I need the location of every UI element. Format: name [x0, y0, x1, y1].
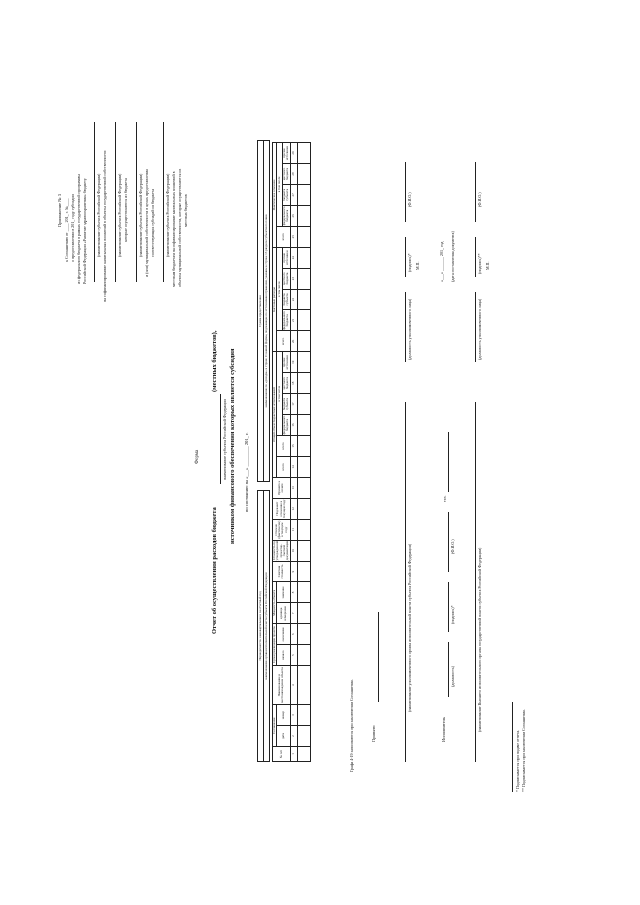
appendix-line-13: (наименование субъекта Российской Федерации)	[165, 173, 170, 257]
sign1-name-line	[405, 162, 406, 222]
table-cell[interactable]	[297, 582, 310, 603]
executor-label: Исполнитель	[441, 716, 446, 742]
header-to-master: Подлежит освоению в текущем году	[273, 498, 291, 519]
report-title-line-2: источником финансового обеспечения которых является субсидия	[229, 348, 236, 544]
column-number: 23	[290, 268, 297, 289]
table-cell[interactable]	[297, 310, 310, 331]
column-number-row	[290, 143, 297, 762]
sign2-pos-line	[475, 292, 476, 362]
table-cell[interactable]	[297, 477, 310, 498]
exec-name-line	[448, 512, 449, 572]
table-cell[interactable]	[297, 331, 310, 352]
header-object: Наименование и местонахождение объекта	[273, 666, 291, 705]
sub-alloc-including: в том числе	[277, 352, 283, 436]
column-number: 8	[290, 582, 297, 603]
appendix-line-7: на софинансирование капитальных вложений в объекты государственной собственности	[102, 150, 107, 302]
header-allocations: Общий объем бюджетных ассигнований	[273, 352, 277, 478]
header-accepted: Принято к оплате	[273, 477, 291, 498]
table-cell[interactable]	[297, 519, 310, 540]
column-number: 13	[290, 477, 297, 498]
sub-end: окончание	[277, 624, 290, 645]
header-capacity: Мощность объекта	[273, 582, 277, 624]
table-cell[interactable]	[297, 603, 310, 624]
table-cell[interactable]	[297, 226, 310, 247]
footer-note: Графа 4-19 заполняются при заключении Соглашения.	[349, 679, 354, 772]
column-number: 6	[290, 624, 297, 645]
appendix-line-8: (наименование субъекта Российской Федерации)	[117, 173, 122, 257]
table-cell[interactable]	[297, 247, 310, 268]
sub-actual-oth: прочие источники	[283, 143, 291, 164]
column-number: 16	[290, 415, 297, 436]
sign2-org: (наименование Высшего исполнительного органа государственной власти субъекта Российской Федерации)	[477, 547, 482, 732]
footnote-2: ** Подписывается при заключении Соглашения.	[521, 709, 526, 792]
table-cell[interactable]	[297, 498, 310, 519]
appendix-underline-3	[136, 122, 137, 282]
table-row	[297, 143, 310, 762]
report-title-suffix: (местных бюджетов),	[211, 330, 218, 392]
sub-date: дата	[277, 726, 290, 747]
table-cell[interactable]	[297, 415, 310, 436]
report-title-line-1: Отчет об осуществлении расходов бюджета	[211, 507, 218, 634]
column-number: 2	[290, 726, 297, 747]
appendix-line-9: которые осуществляются из бюджета	[123, 178, 128, 242]
appendix-line-2: к Соглашению от ____ 201_ г. №____	[64, 198, 69, 262]
sub-alloc-reg: бюджета субъекта	[283, 394, 291, 415]
accepted-line	[378, 612, 379, 702]
column-number: 4	[290, 666, 297, 705]
appendix-underline-2	[115, 122, 116, 282]
table-cell[interactable]	[297, 184, 310, 205]
appendix-line-10: (наименование субъекта Российской Федерации)	[138, 173, 143, 257]
sign1-sig: (подпись)*	[407, 253, 412, 272]
column-number: 14	[290, 456, 297, 477]
date-hint: (дата составления документа)	[450, 231, 455, 282]
sign2-sig: (подпись)**	[477, 253, 482, 274]
column-number: 1	[290, 747, 297, 762]
table-cell[interactable]	[297, 624, 310, 645]
column-number: 11	[290, 519, 297, 540]
appendix-line-14: местным бюджетам на софинансирование капитальных вложений в	[171, 171, 176, 287]
appendix-underline-4	[163, 122, 164, 282]
exec-pos-line	[448, 642, 449, 697]
table-cell[interactable]	[297, 268, 310, 289]
header-mastered: Освоено (фактически) в текущем году	[273, 519, 291, 540]
appendix-line-11: и (или) муниципальной собственности в целях предоставления	[144, 169, 149, 277]
header-agreement: Соглашение	[273, 705, 277, 747]
column-number: 10	[290, 540, 297, 561]
appendix-line-4: из федерального бюджета в рамках государственной программы	[76, 174, 81, 284]
sub-unit: единица измерения	[277, 603, 290, 624]
column-number: 21	[290, 310, 297, 331]
table-cell[interactable]	[297, 164, 310, 185]
sign1-name: (Ф.И.О.)	[407, 192, 412, 207]
header-actual: Фактическое освоение	[273, 143, 277, 248]
report-date: по состоянию на «___» _________ 201_ г.	[244, 432, 249, 512]
table-cell[interactable]	[297, 747, 310, 762]
sign1-sig-line	[405, 237, 406, 277]
sub-alloc-total-2: всего	[277, 436, 290, 457]
sub-actual-fed: федерального бюджета	[282, 206, 290, 226]
table-cell[interactable]	[297, 540, 310, 561]
date-compiled: «___» _______ 201_ год	[439, 241, 444, 282]
footnote-separator	[512, 702, 513, 792]
sign2-name-line	[475, 162, 476, 222]
exec-name: (Ф.И.О.)	[450, 539, 455, 554]
sign2-sig-line	[475, 237, 476, 277]
table-cell[interactable]	[297, 436, 310, 457]
exec-tel-line	[448, 432, 449, 492]
sign2-org-line	[475, 402, 476, 762]
title-underline	[220, 394, 221, 484]
column-number: 9	[290, 561, 297, 582]
sub-start: начало	[277, 645, 290, 666]
sub-cash-including: в том числе	[277, 247, 283, 331]
column-number: 12	[290, 498, 297, 519]
appendix-underline-1	[94, 122, 95, 282]
sub-number: номер	[277, 705, 290, 726]
sub-actual-including: в том числе	[277, 143, 283, 227]
table-cell[interactable]	[297, 456, 310, 477]
column-number: 20	[290, 331, 297, 352]
sub-actual-reg: бюджета субъекта	[283, 184, 291, 205]
column-number: 29	[290, 143, 297, 164]
header-no: № п/п	[273, 747, 291, 762]
header-psd-cost: Стоимость по утвержденной проектно-сметной документации	[272, 540, 290, 561]
sub-cash-reg: бюджета субъекта	[283, 289, 291, 310]
appendix-line-6: (наименование субъекта Российской Федерации)	[96, 173, 101, 257]
title-hint: наименование субъекта Российской Федерации	[222, 399, 227, 480]
source-label: Сумма предоставления	[257, 140, 264, 482]
column-number: 27	[290, 184, 297, 205]
accepted-label: Принято	[371, 725, 376, 742]
sign1-pos: (должность уполномоченного лица)	[407, 298, 412, 360]
column-number: 24	[290, 247, 297, 268]
table-cell[interactable]	[297, 373, 310, 394]
column-number: 3	[290, 705, 297, 726]
table-cell[interactable]	[297, 726, 310, 747]
column-number: 17	[290, 394, 297, 415]
sign1-org-line	[405, 402, 406, 762]
sign2-mp: М.П.	[485, 261, 490, 270]
appendix-line-12: соответствующих субсидий из бюджета	[150, 189, 155, 257]
report-table	[272, 142, 311, 762]
sub-cash-fed: федерального бюджета	[282, 311, 290, 330]
sub-actual-loc: местного бюджета	[283, 164, 291, 185]
column-number: 28	[290, 164, 297, 185]
header-terms: Сроки реализации проекта	[273, 624, 277, 666]
table-cell[interactable]	[297, 645, 310, 666]
table-cell[interactable]	[297, 352, 310, 373]
header-estimate: Сметная стоимость	[273, 561, 291, 582]
sign1-mp: М.П.	[415, 261, 420, 270]
column-number: 19	[290, 352, 297, 373]
column-number: 22	[290, 289, 297, 310]
period-label: Периодичность: ежеквартальная и за отчетный год	[257, 490, 264, 762]
column-number: 7	[290, 603, 297, 624]
sub-actual-total: всего	[277, 226, 290, 247]
sub-cash-total: всего	[277, 331, 290, 352]
table-cell[interactable]	[297, 666, 310, 705]
agency-label: наименование органа исполнительной власти субъекта Российской Федерации	[263, 490, 270, 762]
header-cash: Кассовые расходы	[273, 247, 277, 352]
sub-cash-loc: местного бюджета	[283, 268, 291, 289]
table-cell[interactable]	[297, 561, 310, 582]
column-number: 26	[290, 205, 297, 226]
sub-cash-oth: прочие источники	[283, 247, 291, 268]
form-label: Форма	[195, 449, 200, 464]
sub-value: значение	[277, 582, 290, 603]
sub-alloc-fed: федерального бюджета	[282, 415, 290, 435]
sign1-pos-line	[405, 292, 406, 362]
table-cell[interactable]	[297, 705, 310, 726]
sign2-name: (Ф.И.О.)	[477, 192, 482, 207]
appendix-line-3: о предоставлении в 201_ году субсидии	[70, 194, 75, 262]
sign2-pos: (должность уполномоченного лица)	[477, 298, 482, 360]
sub-alloc-oth: прочие источники	[283, 352, 291, 373]
appendix-line-15: объекты муниципальной собственности, которые осуществляются из	[177, 168, 182, 287]
sub-alloc-total: всего	[277, 456, 290, 477]
table-cell[interactable]	[297, 205, 310, 226]
appendix-line-16: местных бюджетов	[183, 194, 188, 227]
appendix-line-5: Российской Федерации «Развитие здравоохранения» бюджету	[82, 178, 87, 284]
exec-sig: (подпись)*	[450, 605, 455, 624]
rotated-sheet	[50, 102, 590, 802]
column-number: 15	[290, 436, 297, 457]
source-hint: наименование по «доходы» в строке 11 нашей формы, подлежащее по источникам отражения, указаны в строке 13 раздела субъектного плана	[263, 140, 270, 482]
footnote-1: * Подписывается при подаче отчета.	[515, 729, 520, 792]
exec-pos: (должность)	[450, 666, 455, 687]
column-number: 18	[290, 373, 297, 394]
table-cell[interactable]	[297, 143, 310, 164]
sub-alloc-loc: местного бюджета	[283, 373, 291, 394]
exec-sig-line	[448, 582, 449, 632]
appendix-line-1: Приложение № 3	[57, 194, 62, 227]
table-cell[interactable]	[297, 394, 310, 415]
column-number: 25	[290, 226, 297, 247]
column-number: 5	[290, 645, 297, 666]
exec-tel: тел.	[442, 495, 447, 502]
sign1-org: (наименование уполномоченного органа исполнительной власти субъекта Российской Федерации)	[407, 543, 412, 712]
table-cell[interactable]	[297, 289, 310, 310]
